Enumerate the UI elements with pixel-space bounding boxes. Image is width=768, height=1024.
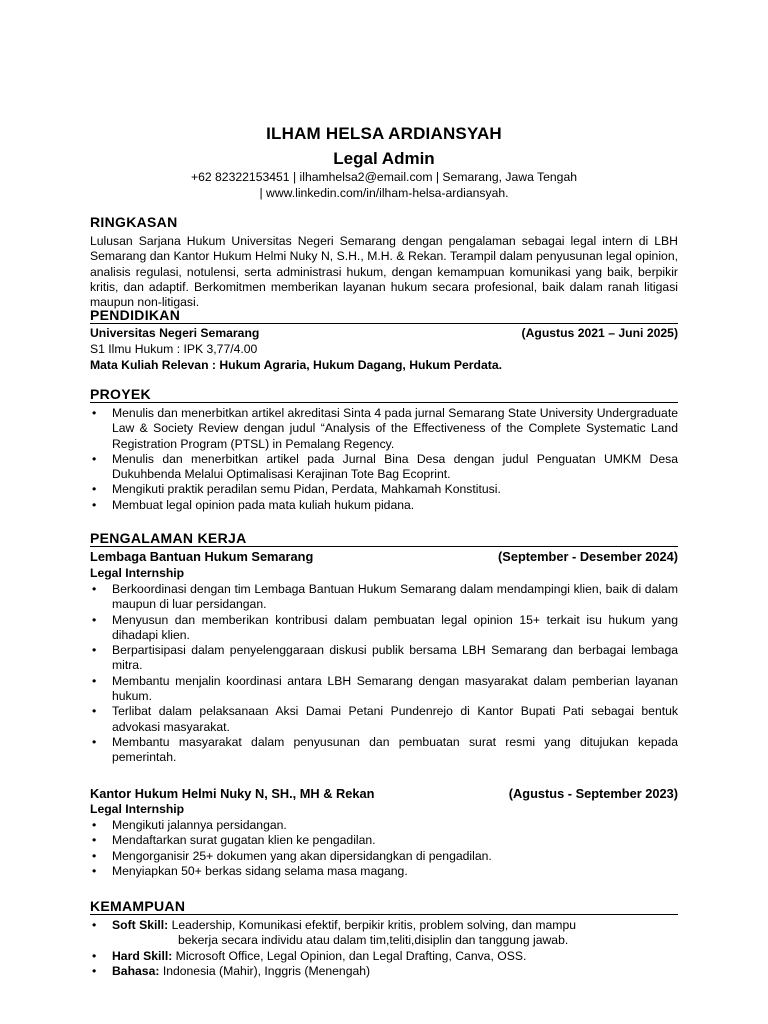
education-school: Universitas Negeri Semarang — [90, 326, 260, 340]
soft-skill-text-cont: bekerja secara individu atau dalam tim,teliti,disiplin dan tanggung jawab. — [178, 933, 569, 948]
education-row — [90, 326, 678, 341]
hard-skill-item — [90, 949, 678, 964]
job-row-1 — [90, 549, 678, 564]
education-heading: PENDIDIKAN — [90, 307, 678, 324]
education-degree: S1 Ilmu Hukum : IPK 3,77/4.00 — [90, 342, 258, 356]
list-item: • Mengikuti jalannya persidangan. — [90, 818, 678, 833]
summary-heading: RINGKASAN — [90, 214, 178, 230]
contact-line-2: | www.linkedin.com/in/ilham-helsa-ardiansyah. — [259, 185, 509, 200]
language-label: Bahasa: — [112, 963, 160, 978]
education-period: (Agustus 2021 – Juni 2025) — [521, 326, 678, 340]
contact-info — [90, 170, 678, 201]
list-item: • Terlibat dalam pelaksanaan Aksi Damai Petani Pundenrejo di Kantor Bupati Pati sebagai bentuk advokasi masyarakat. — [90, 704, 678, 735]
contact-line-1: +62 82322153451 | ilhamhelsa2@email.com | Semarang, Jawa Tengah — [190, 170, 578, 184]
soft-skill-item — [90, 918, 678, 949]
job-org: Lembaga Bantuan Hukum Semarang — [90, 549, 314, 564]
list-item: • Membuat legal opinion pada mata kuliah hukum pidana. — [90, 498, 678, 513]
language-item — [90, 964, 678, 979]
soft-skill-text: Leadership, Komunikasi efektif, berpikir kritis, problem solving, dan mampu — [171, 918, 576, 932]
list-item: • Mendaftarkan surat gugatan klien ke pengadilan. — [90, 833, 678, 848]
experience-heading: PENGALAMAN KERJA — [90, 530, 678, 547]
education-courses: Mata Kuliah Relevan : Hukum Agraria, Hukum Dagang, Hukum Perdata. — [90, 358, 502, 372]
job-org: Kantor Hukum Helmi Nuky N, SH., MH & Rekan — [90, 786, 375, 801]
job-title: Legal Internship — [90, 802, 185, 816]
job-row-2 — [90, 786, 678, 801]
language-text: Indonesia (Mahir), Inggris (Menengah) — [162, 963, 371, 978]
list-item: • Mengorganisir 25+ dokumen yang akan dipersidangkan di pengadilan. — [90, 849, 678, 864]
list-item: • Menyiapkan 50+ berkas sidang selama masa magang. — [90, 864, 678, 879]
list-item: • Berpartisipasi dalam penyelenggaraan diskusi publik bersama LBH Semarang dan berbagai lembaga mitra. — [90, 643, 678, 674]
projects-heading: PROYEK — [90, 386, 678, 403]
list-item: • Menulis dan menerbitkan artikel akreditasi Sinta 4 pada jurnal Semarang State University Undergraduate Law & Society Review dengan judul “Analysis of the Effectiveness of the Complete Systematic Land Registration Program (PTSL) in Pemalang Regency. — [90, 406, 678, 452]
job-period: (Agustus - September 2023) — [508, 786, 678, 801]
candidate-name: ILHAM HELSA ARDIANSYAH — [266, 124, 502, 143]
skills-list — [90, 918, 678, 979]
hard-skill-label: Hard Skill: — [112, 948, 173, 963]
candidate-role: Legal Admin — [333, 149, 435, 168]
job-title: Legal Internship — [90, 566, 185, 580]
soft-skill-label: Soft Skill: — [112, 918, 169, 932]
list-item: • Berkoordinasi dengan tim Lembaga Bantuan Hukum Semarang dalam mendampingi klien, baik di dalam maupun di luar persidangan. — [90, 582, 678, 613]
summary-text: Lulusan Sarjana Hukum Universitas Negeri Semarang dengan pengalaman sebagai legal intern di LBH Semarang dan Kantor Hukum Helmi Nuky N, S.H., M.H. & Rekan. Terampil dalam penyusunan legal opinion, analisis regulasi, notulensi, serta administrasi hukum, dengan kemampuan komunikasi yang baik, berpikir kritis, dan adaptif. Berkomitmen memberikan layanan hukum secara profesional, baik dalam ranah litigasi maupun non-litigasi. — [90, 234, 678, 310]
job-period: (September - Desember 2024) — [498, 549, 678, 564]
job-2-duties — [90, 818, 678, 879]
skills-heading: KEMAMPUAN — [90, 898, 678, 915]
list-item: • Membantu masyarakat dalam penyusunan dan pembuatan surat resmi yang ditujukan kepada pemerintah. — [90, 735, 678, 766]
list-item: • Menyusun dan memberikan kontribusi dalam pembuatan legal opinion 15+ terkait isu hukum yang dihadapi klien. — [90, 613, 678, 644]
list-item: • Menulis dan menerbitkan artikel pada Jurnal Bina Desa dengan judul Penguatan UMKM Desa Dukuhbenda Melalui Optimalisasi Kerajinan Tote Bag Ecoprint. — [90, 452, 678, 483]
job-1-duties — [90, 582, 678, 766]
projects-list — [90, 406, 678, 513]
list-item: • Mengikuti praktik peradilan semu Pidan, Perdata, Mahkamah Konstitusi. — [90, 482, 678, 497]
list-item: • Membantu menjalin koordinasi antara LBH Semarang dengan masyarakat dalam pemberian layanan hukum. — [90, 674, 678, 705]
hard-skill-text: Microsoft Office, Legal Opinion, dan Legal Drafting, Canva, OSS. — [175, 948, 527, 963]
